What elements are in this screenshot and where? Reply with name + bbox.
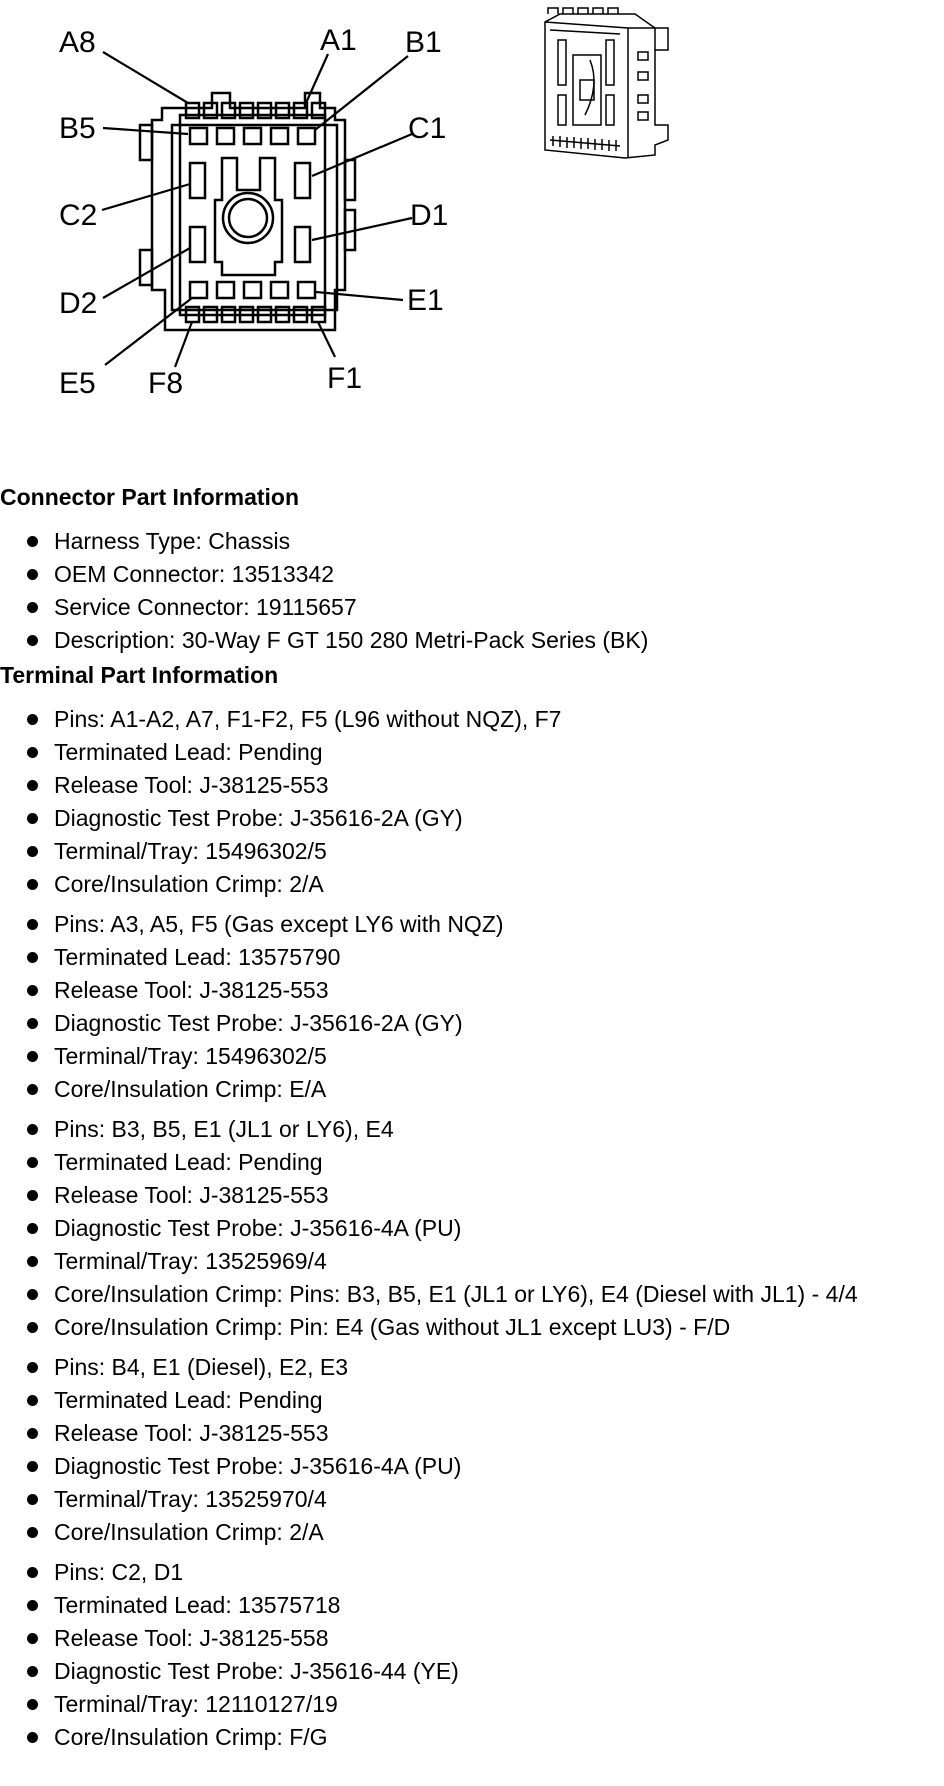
list-item: Pins: A3, A5, F5 (Gas except LY6 with NQZ) <box>0 911 944 944</box>
terminal-group-5 <box>0 1559 944 1757</box>
list-item: Pins: B3, B5, E1 (JL1 or LY6), E4 <box>0 1116 944 1149</box>
list-item: Diagnostic Test Probe: J-35616-4A (PU) <box>0 1453 944 1486</box>
list-item: Core/Insulation Crimp: F/G <box>0 1724 944 1757</box>
list-item: Release Tool: J-38125-553 <box>0 977 944 1010</box>
label-a1: A1 <box>320 24 357 57</box>
list-item: Pins: B4, E1 (Diesel), E2, E3 <box>0 1354 944 1387</box>
list-item: Terminated Lead: 13575718 <box>0 1592 944 1625</box>
label-c1: C1 <box>408 112 447 145</box>
list-item: Core/Insulation Crimp: Pin: E4 (Gas without JL1 except LU3) - F/D <box>0 1314 944 1347</box>
list-item: Diagnostic Test Probe: J-35616-2A (GY) <box>0 1010 944 1043</box>
terminal-group-1 <box>0 706 944 904</box>
label-a8: A8 <box>59 26 96 59</box>
label-f1: F1 <box>327 362 363 395</box>
list-item: Core/Insulation Crimp: 2/A <box>0 1519 944 1552</box>
list-item: Terminated Lead: Pending <box>0 1149 944 1182</box>
list-item: Diagnostic Test Probe: J-35616-2A (GY) <box>0 805 944 838</box>
label-f8: F8 <box>148 367 184 400</box>
connector-info-heading: Connector Part Information <box>0 484 300 510</box>
list-item: Terminal/Tray: 15496302/5 <box>0 838 944 871</box>
terminal-group-2 <box>0 911 944 1109</box>
label-e1: E1 <box>407 284 444 317</box>
part-information <box>0 484 944 1764</box>
list-item: Diagnostic Test Probe: J-35616-4A (PU) <box>0 1215 944 1248</box>
list-item: Terminal/Tray: 15496302/5 <box>0 1043 944 1076</box>
pin-labels <box>59 24 448 400</box>
list-item: Pins: C2, D1 <box>0 1559 944 1592</box>
list-item: Core/Insulation Crimp: E/A <box>0 1076 944 1109</box>
list-item: Release Tool: J-38125-553 <box>0 1420 944 1453</box>
connector-diagram <box>0 0 944 420</box>
list-item: Pins: A1-A2, A7, F1-F2, F5 (L96 without NQZ), F7 <box>0 706 944 739</box>
terminal-info-heading: Terminal Part Information <box>0 662 279 688</box>
list-item: Terminated Lead: 13575790 <box>0 944 944 977</box>
label-b1: B1 <box>405 26 442 59</box>
list-item: Core/Insulation Crimp: Pins: B3, B5, E1 (JL1 or LY6), E4 (Diesel with JL1) - 4/4 <box>0 1281 944 1314</box>
list-item: Terminal/Tray: 13525970/4 <box>0 1486 944 1519</box>
list-item: Terminated Lead: Pending <box>0 1387 944 1420</box>
list-item: Terminal/Tray: 12110127/19 <box>0 1691 944 1724</box>
terminal-group-4 <box>0 1354 944 1552</box>
list-item: Service Connector: 19115657 <box>0 594 944 627</box>
connector-face <box>140 93 355 330</box>
list-item: Harness Type: Chassis <box>0 528 944 561</box>
terminal-group-3 <box>0 1116 944 1347</box>
list-item: OEM Connector: 13513342 <box>0 561 944 594</box>
label-c2: C2 <box>59 199 98 232</box>
list-item: Diagnostic Test Probe: J-35616-44 (YE) <box>0 1658 944 1691</box>
label-d1: D1 <box>410 199 449 232</box>
label-d2: D2 <box>59 287 98 320</box>
list-item: Terminal/Tray: 13525969/4 <box>0 1248 944 1281</box>
list-item: Core/Insulation Crimp: 2/A <box>0 871 944 904</box>
connector-thumbnail <box>545 8 668 158</box>
list-item: Terminated Lead: Pending <box>0 739 944 772</box>
list-item: Release Tool: J-38125-558 <box>0 1625 944 1658</box>
label-e5: E5 <box>59 367 96 400</box>
list-item: Release Tool: J-38125-553 <box>0 772 944 805</box>
connector-info-list <box>0 528 944 660</box>
label-b5: B5 <box>59 112 96 145</box>
list-item: Release Tool: J-38125-553 <box>0 1182 944 1215</box>
list-item: Description: 30-Way F GT 150 280 Metri-Pack Series (BK) <box>0 627 944 660</box>
